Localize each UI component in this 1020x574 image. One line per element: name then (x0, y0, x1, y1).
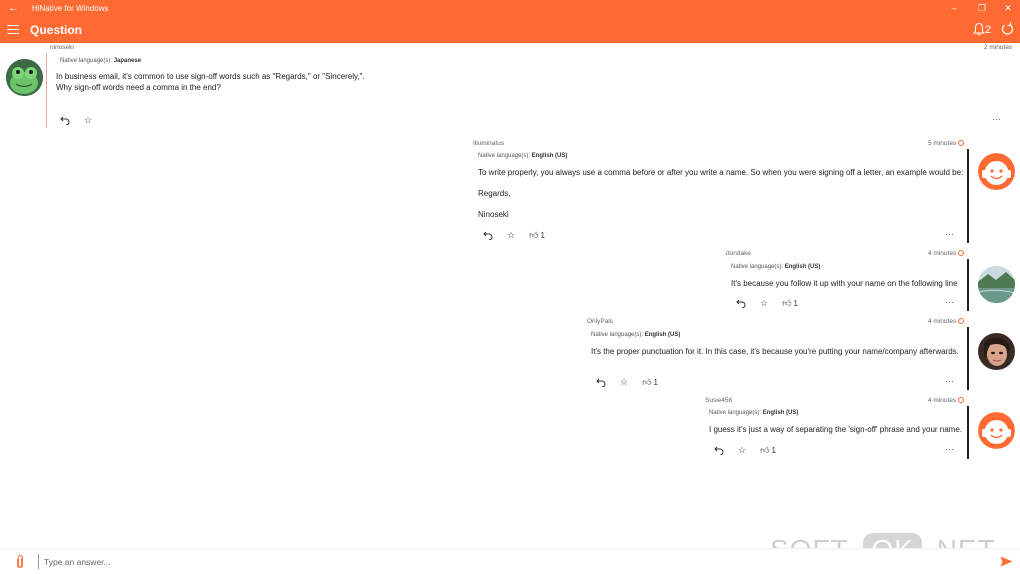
input-divider (38, 554, 39, 569)
back-button[interactable]: ← (8, 2, 19, 14)
answer-divider (967, 406, 969, 459)
reply-icon[interactable] (483, 231, 493, 240)
like-count: 1 (653, 378, 658, 387)
star-icon[interactable]: ☆ (738, 445, 747, 455)
answer-actions (483, 230, 545, 241)
answer-more-button[interactable]: ··· (945, 444, 954, 454)
answer-text-line1: It's the proper punctuation for it. In this case, it's because you're putting your name/company afterwards. (591, 347, 959, 356)
answer-actions (736, 298, 798, 309)
like-count: 1 (771, 446, 776, 455)
question-text-line2: Why sign-off words need a comma in the end? (56, 83, 221, 92)
person-photo-avatar-icon (978, 333, 1015, 370)
thumbs-up-icon: 👍︎ (642, 377, 652, 387)
star-icon[interactable]: ☆ (507, 230, 516, 240)
answer-time: 4 minutes (928, 397, 964, 404)
answer-divider (967, 327, 969, 390)
star-icon[interactable]: ☆ (84, 115, 93, 125)
app-header (0, 17, 1020, 43)
answer-actions (714, 445, 776, 456)
question-actions (60, 115, 92, 126)
question-username[interactable]: ninoseki (50, 44, 74, 51)
answer-text-line1: To write properly, you always use a comma before or after you write a name. So when you were signing off a letter, an example would be: (478, 168, 964, 177)
answer-text-line2: Regards, (478, 189, 511, 198)
like-button[interactable] (760, 445, 776, 456)
answer-native-language: Native language(s): English (US) (731, 264, 821, 270)
thumbs-up-icon: 👍︎ (782, 298, 792, 308)
avatar[interactable] (6, 59, 43, 96)
answer-native-language: Native language(s): English (US) (709, 410, 799, 416)
answer-more-button[interactable]: ··· (945, 376, 954, 386)
landscape-avatar-icon (978, 266, 1015, 303)
avatar[interactable] (978, 266, 1015, 303)
reply-icon[interactable] (596, 378, 606, 387)
answer-text-line1: It's because you follow it up with your name on the following line (731, 279, 958, 288)
answer-username[interactable]: Susie456 (705, 397, 733, 404)
answer-divider (967, 149, 969, 243)
avatar[interactable] (978, 412, 1015, 449)
question-native-language: Native language(s): Japanese (60, 58, 142, 64)
avatar[interactable] (978, 153, 1015, 190)
reply-icon[interactable] (60, 116, 70, 125)
answer-text-line3: Ninoseki (478, 210, 509, 219)
answer-more-button[interactable]: ··· (945, 297, 954, 307)
bell-icon[interactable] (973, 22, 985, 36)
question-divider (46, 53, 47, 128)
answer-time: 5 minutes (928, 140, 964, 147)
answer-input[interactable] (44, 555, 744, 569)
thumbs-up-icon: 👍︎ (529, 230, 539, 240)
avatar[interactable] (978, 333, 1015, 370)
clock-icon (958, 250, 964, 256)
like-button[interactable] (642, 377, 658, 388)
reply-icon[interactable] (714, 446, 724, 455)
answer-actions (596, 377, 658, 388)
star-icon[interactable]: ☆ (760, 298, 769, 308)
like-button[interactable] (782, 298, 798, 309)
like-count: 1 (540, 231, 545, 240)
question-more-button[interactable]: ··· (992, 114, 1001, 124)
frog-avatar-icon (6, 59, 43, 96)
close-button[interactable]: ✕ (1004, 3, 1012, 13)
maximize-button[interactable]: ❐ (977, 3, 987, 13)
clock-icon (958, 318, 964, 324)
answer-time: 4 minutes (928, 250, 964, 257)
answer-username[interactable]: dondake (726, 250, 751, 257)
minimize-button[interactable]: – (951, 3, 957, 13)
hinative-default-avatar-icon (978, 412, 1015, 449)
reply-icon[interactable] (736, 299, 746, 308)
answer-time: 4 minutes (928, 318, 964, 325)
answer-more-button[interactable]: ··· (945, 229, 954, 239)
answer-native-language: Native language(s): English (US) (478, 153, 568, 159)
answer-composer (0, 548, 1020, 574)
hamburger-menu-icon[interactable] (7, 25, 19, 35)
refresh-icon[interactable] (1001, 22, 1014, 36)
answer-text-line1: I guess it's just a way of separating the 'sign-off' phrase and your name. (709, 425, 963, 434)
send-icon[interactable] (1000, 556, 1013, 567)
answer-native-language: Native language(s): English (US) (591, 332, 681, 338)
window-titlebar (0, 0, 1020, 17)
star-icon[interactable]: ☆ (620, 377, 629, 387)
like-button[interactable] (529, 230, 545, 241)
paperclip-icon[interactable] (16, 555, 24, 568)
clock-icon (958, 397, 964, 403)
notification-count: 2 (985, 24, 992, 36)
answer-divider (967, 259, 969, 311)
thumbs-up-icon: 👍︎ (760, 445, 770, 455)
answer-username[interactable]: OnlyPals (587, 318, 614, 325)
question-text-line1: In business email, it's common to use sign-off words such as "Regards," or "Sincerely,". (56, 72, 365, 81)
clock-icon (958, 140, 964, 146)
answer-username[interactable]: Illuminatus (473, 140, 505, 147)
page-title: Question (30, 23, 83, 37)
app-title: HiNative for Windows (32, 4, 109, 13)
like-count: 1 (793, 299, 798, 308)
hinative-default-avatar-icon (978, 153, 1015, 190)
question-time: 2 minutes (984, 44, 1013, 51)
